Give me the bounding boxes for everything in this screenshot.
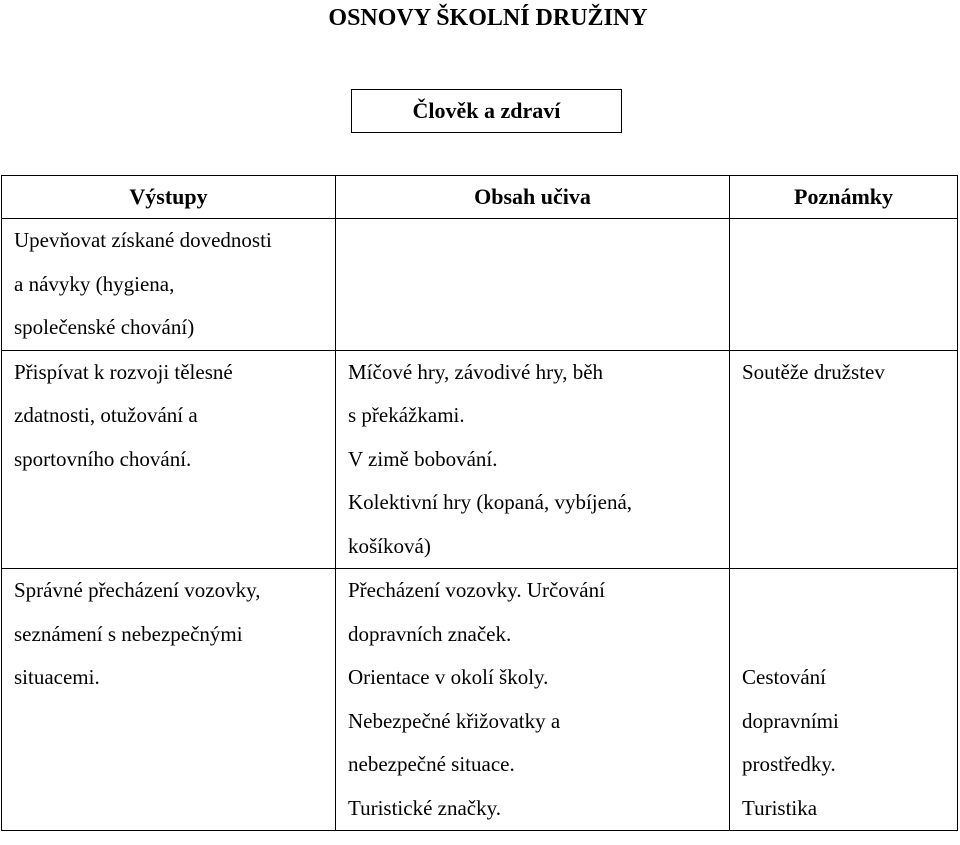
cell-spacer	[742, 613, 957, 657]
cell-text-line: dopravních značek.	[348, 621, 512, 646]
document-title: OSNOVY ŠKOLNÍ DRUŽINY	[328, 5, 648, 31]
cell-text-line: prostředky.	[742, 752, 836, 776]
cell-text-line: košíková)	[348, 533, 431, 558]
cell-poznamky	[730, 350, 958, 569]
cell-obsah	[336, 350, 730, 569]
cell-text-line: Nebezpečné křižovatky a	[348, 708, 561, 733]
cell-text-line: Orientace v okolí školy.	[348, 665, 549, 689]
table-header-row	[2, 176, 958, 219]
cell-spacer	[742, 569, 957, 613]
cell-text-line: Kolektivní hry (kopaná, vybíjená,	[348, 490, 633, 514]
cell-text-line: dopravními	[742, 708, 839, 733]
cell-text-line: s překážkami.	[348, 403, 465, 427]
cell-text-line: společenské chování)	[14, 315, 195, 339]
cell-obsah	[336, 569, 730, 831]
table-row	[2, 569, 958, 831]
header-obsah-uciva: Obsah učiva	[336, 176, 730, 219]
cell-text-line: Cestování	[742, 665, 826, 689]
curriculum-table	[1, 175, 958, 831]
cell-vystupy	[2, 569, 336, 831]
cell-text-line: Správné přecházení vozovky,	[14, 578, 261, 602]
header-poznamky: Poznámky	[730, 176, 958, 219]
section-title: Člověk a zdraví	[412, 98, 561, 123]
cell-text-line: Soutěže družstev	[742, 359, 885, 384]
cell-text-line: seznámení s nebezpečnými	[14, 621, 243, 646]
cell-obsah	[336, 219, 730, 351]
cell-text-line: Turistika	[742, 795, 818, 820]
cell-text-line: Přecházení vozovky. Určování	[348, 578, 605, 602]
section-title-box	[351, 89, 622, 133]
cell-text-line: sportovního chování.	[14, 446, 192, 471]
cell-poznamky	[730, 569, 958, 831]
cell-text-line: zdatnosti, otužování a	[14, 403, 198, 427]
cell-poznamky	[730, 219, 958, 351]
cell-text-line: Upevňovat získané dovednosti	[14, 228, 272, 252]
cell-text-line: situacemi.	[14, 665, 100, 689]
cell-vystupy	[2, 219, 336, 351]
table-row	[2, 219, 958, 351]
cell-text-line: V zimě bobování.	[348, 446, 498, 471]
cell-text-line: a návyky (hygiena,	[14, 271, 175, 296]
cell-vystupy	[2, 350, 336, 569]
table-row	[2, 350, 958, 569]
cell-text-line: Přispívat k rozvoji tělesné	[14, 359, 233, 384]
cell-text-line: nebezpečné situace.	[348, 752, 515, 776]
cell-text-line: Míčové hry, závodivé hry, běh	[348, 359, 604, 384]
header-vystupy: Výstupy	[2, 176, 336, 219]
cell-text-line: Turistické značky.	[348, 795, 501, 820]
